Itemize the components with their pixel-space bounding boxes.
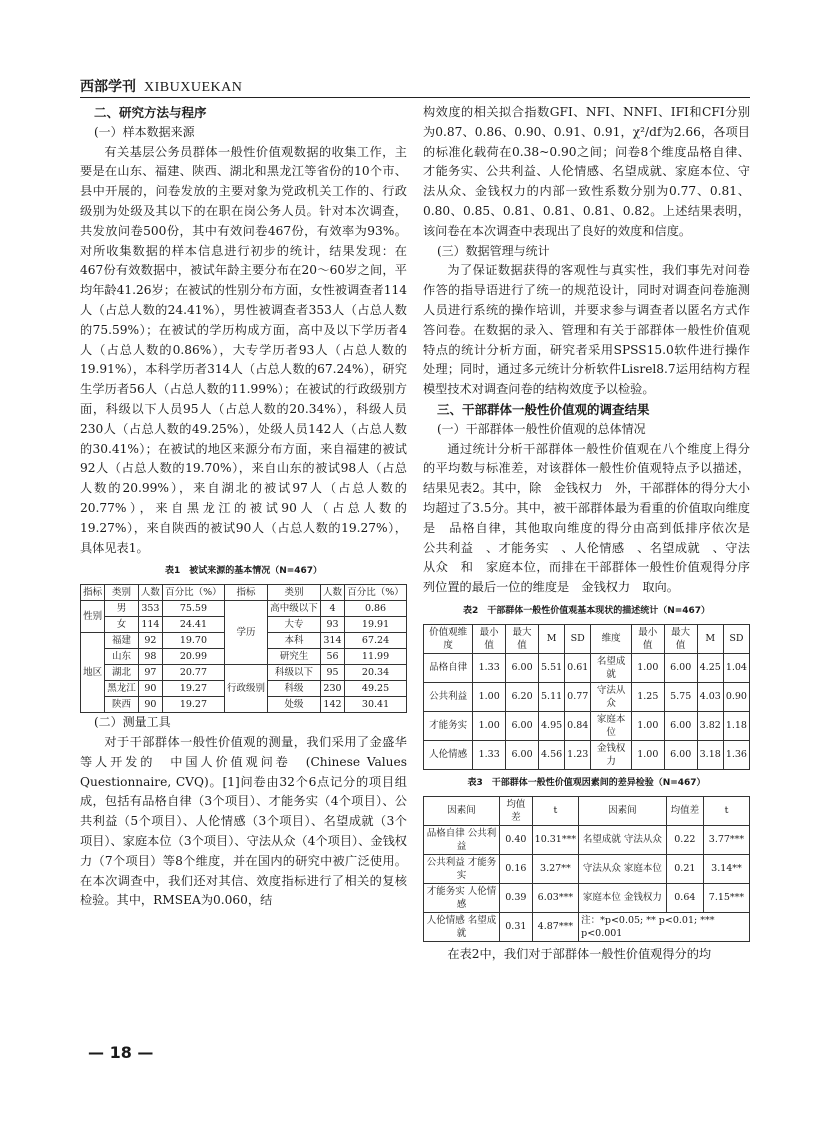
table-cell: 90: [138, 697, 162, 713]
table-header: SD: [565, 624, 591, 653]
table-header: M: [697, 624, 723, 653]
table-cell: 研究生: [268, 649, 321, 665]
paragraph: 对于干部群体一般性价值观的测量，我们采用了金盛华等人开发的 中国人价值观问卷 (Chinese Values Questionnaire, CVQ)。[1]问卷由32个6点记分的项目组成，包括有品格自律（3个项目）、才能务实（4个项目）、公共利益（5个项目）、人伦情感（3个项目）、名望成就（3个项目）、家庭本位（3个项目）、守法从众（4个项目）、金钱权力（7个项目）等8个维度，并在国内的研究中被广泛使用。在本次调查中，我们还对其信、效度指标进行了相关的复核检验。其中，RMSEA为0.060，结: [80, 734, 407, 908]
table-cell: 314: [320, 633, 344, 649]
table-cell: 0.84: [565, 711, 591, 740]
table-header: 指标: [81, 585, 105, 601]
table-row: [424, 653, 750, 682]
table-header: 价值观维度: [424, 624, 473, 653]
paragraph: 有关基层公务员群体一般性价值观数据的收集工作，主要是在山东、福建、陕西、湖北和黑龙江等省份的10个市、县中开展的，问卷发放的主要对象为党政机关工作的、行政级别为处级及其以下的在职在岗公务人员。针对本次调查，共发放问卷500份，其中有效问卷467份，有效率为93%。对所收集数据的样本信息进行初步的统计，结果发现：在467份有效数据中，被试年龄主要分布在20～60岁之间，平均年龄41.26岁；在被试的性别分布方面，女性被调查者114人（占总人数的24.41%），男性被调查者353人（占总人数的75.59%）；在被试的学历构成方面，高中及以下学历者4人（占总人数的0.86%），大专学历者93人（占总人数的19.91%），本科学历者314人（占总人数的67.24%），研究生学历者56人（占总人数的11.99%）；在被试的行政级别方面，科级以下人员95人（占总人数的20.34%），科级人员230人（占总人数的49.25%），处级人员142人（占总人数的30.41%）；在被试的地区来源分布方面，来自福建的被试92人（占总人数的19.70%），来自山东的被试98人（占总人数的20.99%），来自湖北的被试97人（占总人数的20.77%），来自黑龙江的被试90人（占总人数的19.27%），来自陕西的被试90人（占总人数的19.27%），具体见表1。: [80, 144, 407, 555]
table-cell: 0.61: [565, 653, 591, 682]
table-cell: 92: [138, 633, 162, 649]
table-cell: 114: [138, 617, 162, 633]
table-header: 指标: [224, 585, 267, 601]
table-cell: 20.77: [162, 665, 224, 681]
table1: [80, 584, 407, 713]
table-row: [81, 665, 407, 681]
table-cell: 6.00: [506, 711, 539, 740]
paragraph: 在表2中，我们对于部群体一般性价值观得分的均: [447, 946, 712, 961]
table-header: 类别: [105, 585, 139, 601]
table-cell: 才能务实: [424, 711, 473, 740]
right-column: [423, 103, 763, 964]
table-row: [424, 883, 750, 912]
table-cell: 6.00: [664, 711, 697, 740]
table-cell: 20.34: [345, 665, 407, 681]
table-header-row: [424, 624, 750, 653]
table-header: 最小值: [473, 624, 506, 653]
table-note: 注：*p<0.05; ** p<0.01; *** p<0.001: [579, 912, 750, 941]
table-cell: 3.82: [697, 711, 723, 740]
table-cell: 19.91: [345, 617, 407, 633]
table-cell: 95: [320, 665, 344, 681]
table-cell: 1.00: [473, 711, 506, 740]
table-row: [424, 711, 750, 740]
table-header: 最大值: [664, 624, 697, 653]
table-cell: 科级: [268, 681, 321, 697]
table-header: 百分比（%）: [345, 585, 407, 601]
table-row: [81, 601, 407, 617]
table-cell: 湖北: [105, 665, 139, 681]
table-cell: 19.27: [162, 681, 224, 697]
table-header: 最大值: [506, 624, 539, 653]
table-header: 均值差: [500, 796, 533, 825]
table-cell: 高中级以下: [268, 601, 321, 617]
table-cell: 3.18: [697, 740, 723, 769]
table-cell: 4.25: [697, 653, 723, 682]
table-cell: 1.00: [631, 740, 664, 769]
table-cell: 6.00: [506, 740, 539, 769]
table-cell: 1.00: [631, 653, 664, 682]
table-cell: 人伦情感 名望成就: [424, 912, 500, 941]
table-cell: 家庭本位 金钱权力: [579, 883, 667, 912]
table-cell: 才能务实 人伦情感: [424, 883, 500, 912]
table-cell: 名望成就: [591, 653, 632, 682]
table2: [423, 624, 750, 770]
table-cell: 1.33: [473, 740, 506, 769]
table-row: [424, 854, 750, 883]
table-cell: 67.24: [345, 633, 407, 649]
table-cell: 大专: [268, 617, 321, 633]
table-header-row: [424, 796, 750, 825]
table-header: M: [539, 624, 565, 653]
table-header-row: [81, 585, 407, 601]
table-cell: 3.14**: [703, 854, 749, 883]
table-cell: 6.00: [664, 653, 697, 682]
table-cell: 6.00: [506, 653, 539, 682]
table-cell: 地区: [81, 633, 105, 713]
table-cell: 公共利益: [424, 682, 473, 711]
table-cell: 1.18: [723, 711, 749, 740]
table-row: [424, 825, 750, 854]
table-cell: 3.77***: [703, 825, 749, 854]
table-cell: 3.27**: [532, 854, 578, 883]
table-cell: 10.31***: [532, 825, 578, 854]
table-header: 人数: [138, 585, 162, 601]
table2-caption: 表2 干部群体一般性价值观基本现状的描述统计（N=467）: [462, 605, 711, 616]
table-cell: 处级: [268, 697, 321, 713]
table-cell: 7.15***: [703, 883, 749, 912]
table-row: [424, 912, 750, 941]
table-cell: 0.40: [500, 825, 533, 854]
page-number: — 18 —: [88, 1043, 154, 1062]
header-rule: [80, 97, 750, 98]
table-cell: 5.51: [539, 653, 565, 682]
left-column: [80, 103, 407, 911]
table-cell: 1.00: [473, 682, 506, 711]
table-cell: 0.86: [345, 601, 407, 617]
table-cell: 陕西: [105, 697, 139, 713]
table-cell: 守法从众 家庭本位: [579, 854, 667, 883]
paragraph: 通过统计分析干部群体一般性价值观在八个维度上得分的平均数与标准差，对该群体一般性价值观特点予以描述，结果见表2。其中，除 金钱权力 外，干部群体的得分大小均超过了3.5分。其中，被干部群体最为看重的价值取向维度是 品格自律，其他取向维度的得分由高到低排序依次是 公共利益 、才能务实 、人伦情感 、名望成就 、守法从众 和 家庭本位，而排在干部群体一般性价值观得分序列位置的最后一位的维度是 金钱权力 取向。: [423, 441, 763, 595]
table-cell: 品格自律: [424, 653, 473, 682]
table-cell: 山东: [105, 649, 139, 665]
table-cell: 4: [320, 601, 344, 617]
table-cell: 学历: [224, 601, 267, 665]
table-cell: 30.41: [345, 697, 407, 713]
table-cell: 男: [105, 601, 139, 617]
table-cell: 230: [320, 681, 344, 697]
table-cell: 本科: [268, 633, 321, 649]
table-cell: 56: [320, 649, 344, 665]
table-cell: 0.16: [500, 854, 533, 883]
section-heading: 三、干部群体一般性价值观的调查结果: [437, 401, 650, 417]
table1-caption: 表1 被试来源的基本情况（N=467）: [164, 566, 323, 577]
paragraph: 构效度的相关拟合指数GFI、NFI、NNFI、IFI和CFI分别为0.87、0.86、0.90、0.91、0.91，χ²/df为2.66，各项目的标准化载荷在0.38~0.90之间；问卷8个维度品格自律、才能务实、公共利益、人伦情感、名望成就、家庭本位、守法从众、金钱权力的内部一致性系数分别为0.77、0.81、0.80、0.85、0.81、0.81、0.81、0.82。上述结果表明，该问卷在本次调查中表现出了良好的效度和信度。: [423, 105, 750, 238]
table-cell: 名望成就 守法从众: [579, 825, 667, 854]
table-cell: 0.77: [565, 682, 591, 711]
running-header: [80, 76, 750, 98]
table-header: 因素间: [424, 796, 500, 825]
table-cell: 24.41: [162, 617, 224, 633]
table-cell: 11.99: [345, 649, 407, 665]
table-header: 维度: [591, 624, 632, 653]
table-cell: 1.04: [723, 653, 749, 682]
table-cell: 女: [105, 617, 139, 633]
table-header: 百分比（%）: [162, 585, 224, 601]
table-cell: 4.95: [539, 711, 565, 740]
table-cell: 6.20: [506, 682, 539, 711]
table-cell: 4.56: [539, 740, 565, 769]
table-cell: 0.31: [500, 912, 533, 941]
table-cell: 90: [138, 681, 162, 697]
table-cell: 品格自律 公共利益: [424, 825, 500, 854]
table-cell: 0.22: [666, 825, 703, 854]
table-cell: 家庭本位: [591, 711, 632, 740]
table-cell: 公共利益 才能务实: [424, 854, 500, 883]
table-cell: 75.59: [162, 601, 224, 617]
subsection-heading: (二）测量工具: [94, 715, 171, 730]
table-cell: 1.23: [565, 740, 591, 769]
table-row: [424, 740, 750, 769]
table-cell: 5.75: [664, 682, 697, 711]
table-header: 最小值: [631, 624, 664, 653]
table-cell: 金钱权力: [591, 740, 632, 769]
table-cell: 性别: [81, 601, 105, 633]
table-cell: 6.03***: [532, 883, 578, 912]
table-cell: 97: [138, 665, 162, 681]
table-header: 均值差: [666, 796, 703, 825]
table-cell: 0.39: [500, 883, 533, 912]
table-cell: 0.90: [723, 682, 749, 711]
table-header: t: [532, 796, 578, 825]
table-cell: 19.70: [162, 633, 224, 649]
table-cell: 49.25: [345, 681, 407, 697]
subsection-heading: (一）干部群体一般性价值观的总体情况: [437, 421, 646, 436]
table3: [423, 796, 750, 942]
table-cell: 福建: [105, 633, 139, 649]
table-cell: 19.27: [162, 697, 224, 713]
journal-name: 西部学刊: [80, 79, 136, 95]
table-header: 类别: [268, 585, 321, 601]
paragraph: 为了保证数据获得的客观性与真实性，我们事先对问卷作答的指导语进行了统一的规范设计，同时对调查问卷施测人员进行系统的操作培训，并要求参与调查者以匿名方式作答问卷。在数据的录入、管理和有关于部群体一般性价值观特点的统计分析方面，研究者采用SPSS15.0软件进行操作处理；同时，通过多元统计分析软件Lisrel8.7运用结构方程模型技术对调查问卷的结构效度予以检验。: [423, 263, 750, 397]
table-cell: 5.11: [539, 682, 565, 711]
table-cell: 4.87***: [532, 912, 578, 941]
table-cell: 守法从众: [591, 682, 632, 711]
section-heading: 二、研究方法与程序: [94, 105, 207, 120]
table-cell: 行政级别: [224, 665, 267, 713]
journal-name-en: XIBUXUEKAN: [144, 80, 243, 95]
table-cell: 0.21: [666, 854, 703, 883]
table-cell: 科级以下: [268, 665, 321, 681]
subsection-heading: (三）数据管理与统计: [437, 243, 550, 258]
table-header: 人数: [320, 585, 344, 601]
table-cell: 142: [320, 697, 344, 713]
table-cell: 4.03: [697, 682, 723, 711]
table-cell: 黑龙江: [105, 681, 139, 697]
table-cell: 1.33: [473, 653, 506, 682]
table-cell: 20.99: [162, 649, 224, 665]
table-cell: 1.36: [723, 740, 749, 769]
table-header: SD: [723, 624, 749, 653]
table3-caption: 表3 干部群体一般性价值观因素间的差异检验（N=467）: [467, 777, 706, 788]
table-header: t: [703, 796, 749, 825]
table-cell: 1.00: [631, 711, 664, 740]
table-cell: 353: [138, 601, 162, 617]
table-cell: 人伦情感: [424, 740, 473, 769]
table-row: [424, 682, 750, 711]
table-cell: 0.64: [666, 883, 703, 912]
table-cell: 6.00: [664, 740, 697, 769]
table-cell: 93: [320, 617, 344, 633]
table-cell: 1.25: [631, 682, 664, 711]
table-cell: 98: [138, 649, 162, 665]
table-header: 因素间: [579, 796, 667, 825]
subsection-heading: (一）样本数据来源: [94, 124, 195, 139]
